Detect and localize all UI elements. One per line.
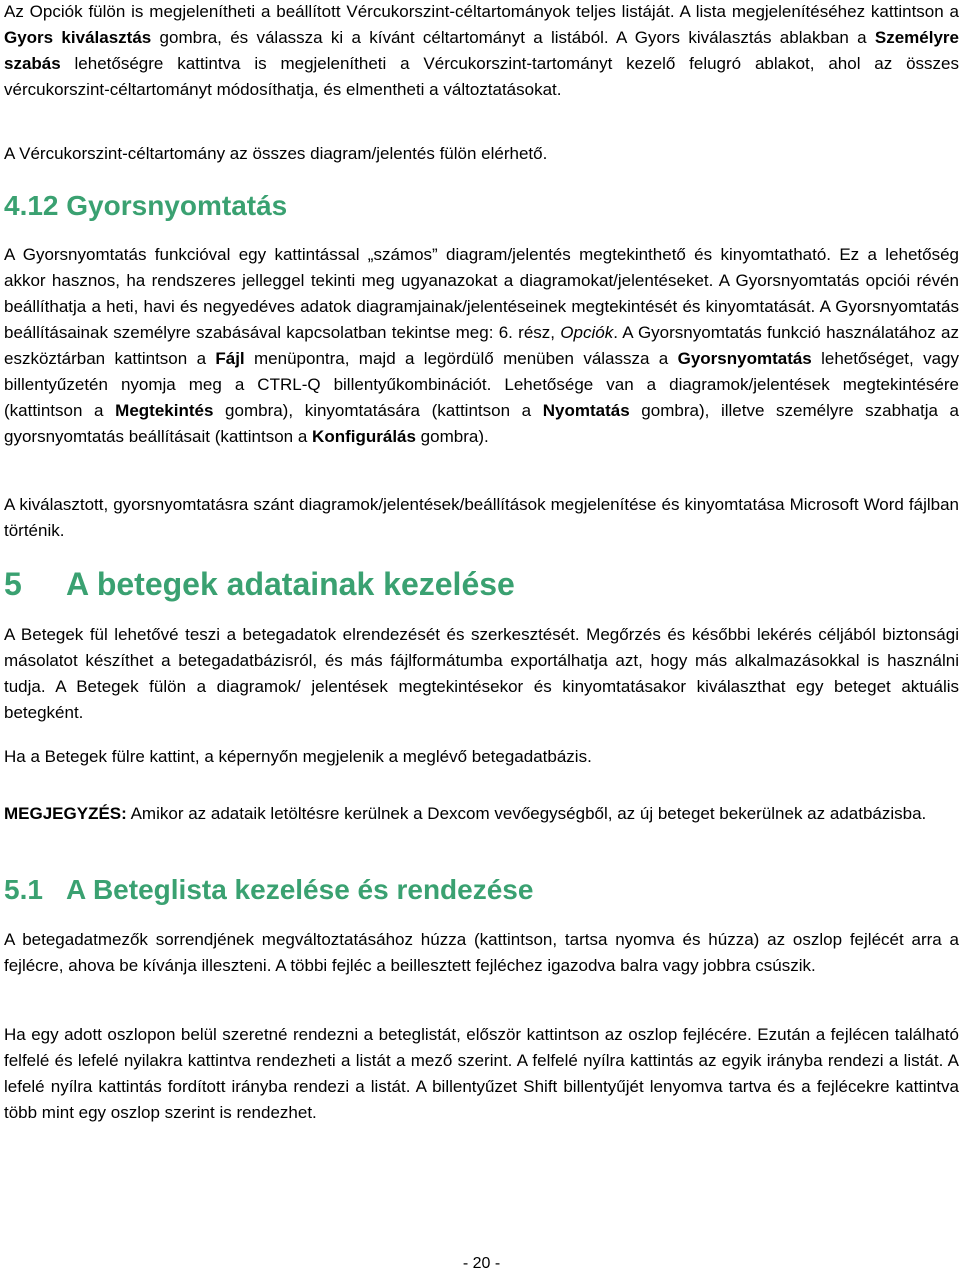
text-run: . A Gyorsnyomtatás funkció használatához az eszköztárban kattintson a [4, 323, 959, 368]
section-heading-patient-list [4, 873, 533, 907]
paragraph-quick-print-description [4, 242, 959, 450]
bold-term-view: Megtekintés [115, 401, 214, 420]
text-run: lehetőséget, vagy billentyűzetén nyomja meg a CTRL-Q billentyűkombinációt. Lehetősége van a diagramok/jelentések megtekintésére (kattintson a [4, 349, 960, 420]
bold-term-print: Nyomtatás [542, 401, 630, 420]
section-title: A Beteglista kezelése és rendezése [66, 874, 534, 905]
page-number: - 20 - [462, 1255, 501, 1272]
bold-term-configure: Konfigurálás [312, 427, 416, 446]
note-text: Amikor az adataik letöltésre kerülnek a Dexcom vevőegységből, az új beteget bekerülnek az adatbázisba. [126, 804, 927, 823]
chapter-number: 5 [4, 566, 22, 602]
text-run: Az Opciók fülön is megjelenítheti a beállított Vércukorszint-céltartományok teljes listáját. A lista megjelenítéséhez kattintson a [4, 2, 959, 21]
note-paragraph [4, 801, 926, 827]
section-number: 5.1 [4, 874, 43, 905]
text-run: gombra). [415, 427, 489, 446]
bold-term-quick-select: Gyors kiválasztás [4, 28, 152, 47]
text-run: menüpontra, majd a legördülő menüben válassza a [244, 349, 678, 368]
paragraph-patients-tab: A Betegek fül lehetővé teszi a betegadatok elrendezését és szerkesztését. Megőrzés és későbbi lekérés céljából biztonsági másolatot készíthet a betegadatbázisról, és más fájlformátumba exportálhatja azt, hogy más alkalmazásokkal is használni tudja. A Betegek fülön a diagramok/ jelentések megtekintésekor és kinyomtatásakor kiválaszthat egy beteget aktuális betegként. [4, 625, 959, 722]
bold-term-customize: Személyre szabás [4, 28, 959, 73]
text-run: A Gyorsnyomtatás funkcióval egy kattintással „számos” diagram/jelentés megtekinthető és kinyomtatható. Ez a lehetőség akkor hasznos, ha rendszeres jelleggel tekinti meg ugyanazokat a diagramokat/jelentéseket. A Gyorsnyomtatás opciói révén beállíthatja a heti, havi és negyedéves adatok diagramjainak/jelentéseinek megtekintését és kinyomtatását. A Gyorsnyomtatás beállításainak személyre szabásával kapcsolatban tekintse meg: 6. rész, [4, 245, 959, 342]
paragraph-reorder-columns: A betegadatmezők sorrendjének megváltoztatásához húzza (kattintson, tartsa nyomva és húzza) az oszlop fejlécét arra a fejlécre, ahova be kívánja illeszteni. A többi fejléc a beillesztett fejléchez igazodva balra vagy jobbra csúszik. [4, 930, 959, 975]
chapter-heading-patients [4, 564, 515, 604]
text-run: lehetőségre kattintva is megjelenítheti a Vércukorszint-tartományt kezelő felugró ablakot, ahol az összes vércukorszint-céltartományt módosíthatja, és elmentheti a változtatásokat. [4, 54, 959, 99]
paragraph-sort-list: Ha egy adott oszlopon belül szeretné rendezni a beteglistát, először kattintson az oszlop fejlécére. Ezután a fejlécen található felfelé és lefelé nyilakra kattintva rendezheti a listát a mező szerint. A felfelé nyílra kattintás az egyik irányba rendezi a listát. A lefelé nyílra kattintás fordított irányba rendezi a listát. A billentyűzet Shift billentyűjét lenyomva tartva és a fejlécekre kattintva több mint egy oszlop szerint is rendezhet. [4, 1025, 959, 1122]
italic-term-options: Opciók [560, 323, 614, 342]
bold-term-file: Fájl [215, 349, 245, 368]
paragraph-patients-click: Ha a Betegek fülre kattint, a képernyőn megjelenik a meglévő betegadatbázis. [4, 747, 592, 766]
section-heading-quick-print: 4.12 Gyorsnyomtatás [4, 190, 288, 221]
text-run: gombra), illetve személyre szabhatja a gyorsnyomtatás beállításait (kattintson a [4, 401, 960, 446]
note-label: MEGJEGYZÉS: [4, 804, 127, 823]
text-run: gombra), kinyomtatására (kattintson a [213, 401, 543, 420]
text-run: gombra, és válassza ki a kívánt céltartományt a listából. A Gyors kiválasztás ablakban a [151, 28, 875, 47]
paragraph-range-availability: A Vércukorszint-céltartomány az összes diagram/jelentés fülön elérhető. [4, 144, 548, 163]
bold-term-quick-print: Gyorsnyomtatás [677, 349, 812, 368]
chapter-title: A betegek adatainak kezelése [66, 566, 515, 602]
paragraph-quick-print-word: A kiválasztott, gyorsnyomtatásra szánt diagramok/jelentések/beállítások megjelenítése és kinyomtatása Microsoft Word fájlban történik. [4, 495, 959, 540]
paragraph-range-options [4, 0, 959, 103]
